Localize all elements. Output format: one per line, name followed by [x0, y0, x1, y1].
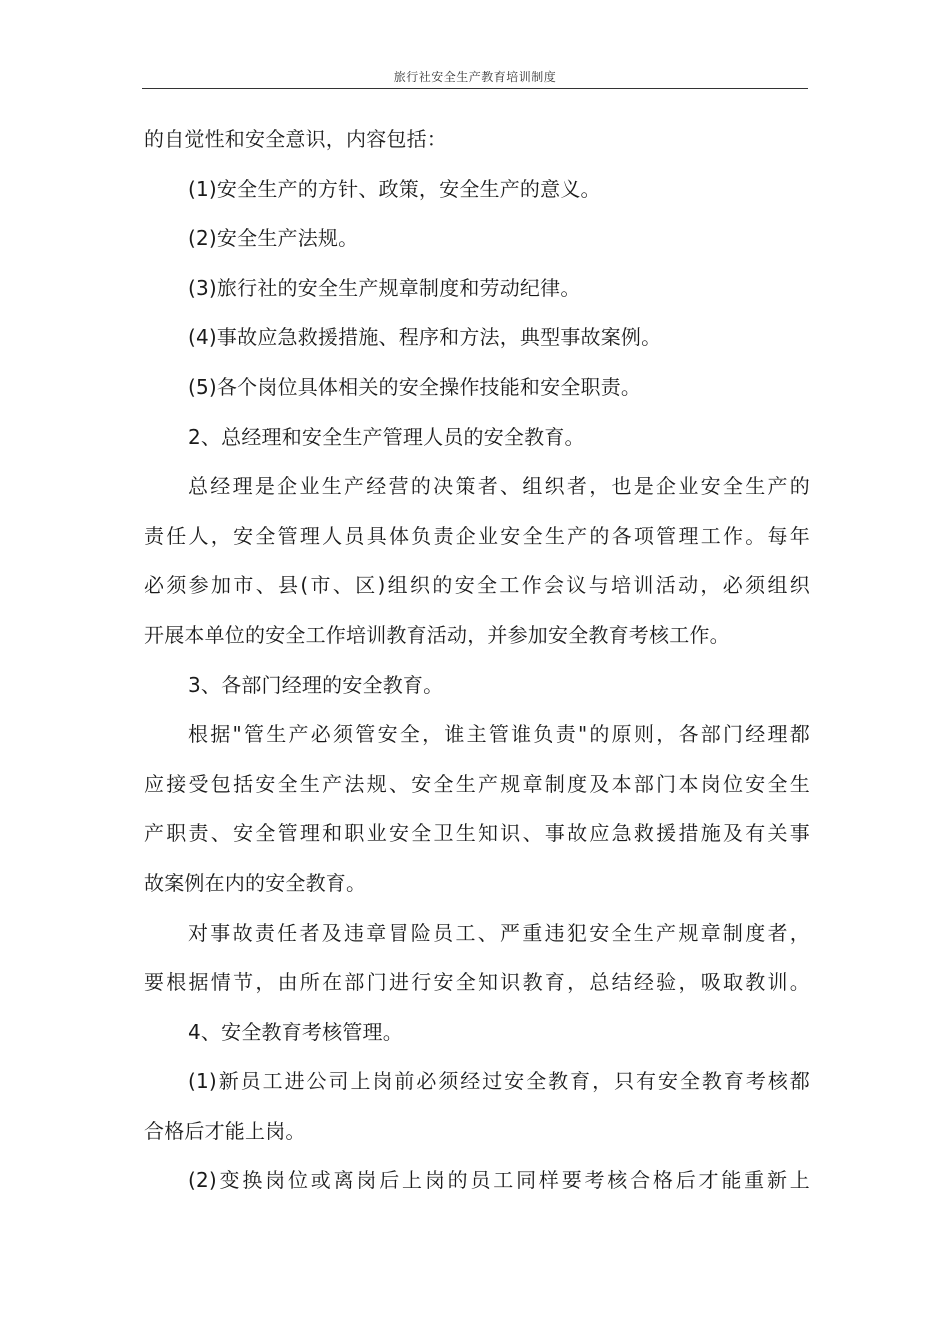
text-line: (2)变换岗位或离岗后上岗的员工同样要考核合格后才能重新上: [188, 1168, 810, 1193]
text-line: 2、总经理和安全生产管理人员的安全教育。: [188, 424, 585, 449]
text-line: (4)事故应急救援措施、程序和方法，典型事故案例。: [188, 325, 662, 350]
text-line: (5)各个岗位具体相关的安全操作技能和安全职责。: [188, 374, 642, 399]
text-line: 责任人，安全管理人员具体负责企业安全生产的各项管理工作。每年: [144, 523, 810, 548]
text-line: 开展本单位的安全工作培训教育活动，并参加安全教育考核工作。: [144, 622, 730, 647]
text-line: (1)安全生产的方针、政策，安全生产的意义。: [188, 176, 601, 201]
text-line: 4、安全教育考核管理。: [188, 1019, 403, 1044]
text-line: 产职责、安全管理和职业安全卫生知识、事故应急救援措施及有关事: [144, 821, 810, 846]
text-line: 总经理是企业生产经营的决策者、组织者，也是企业安全生产的: [188, 474, 810, 499]
document-body: [144, 115, 810, 1206]
text-line: (3)旅行社的安全生产规章制度和劳动纪律。: [188, 275, 581, 300]
text-line: 必须参加市、县(市、区)组织的安全工作会议与培训活动，必须组织: [144, 573, 810, 598]
text-line: (2)安全生产法规。: [188, 226, 359, 251]
page-header-title: 旅行社安全生产教育培训制度: [393, 70, 557, 84]
text-line: 合格后才能上岗。: [144, 1118, 306, 1143]
text-line: 要根据情节，由所在部门进行安全知识教育，总结经验，吸取教训。: [144, 970, 810, 995]
text-line: 的自觉性和安全意识，内容包括：: [144, 127, 447, 151]
text-line: 根据"管生产必须管安全，谁主管谁负责"的原则，各部门经理都: [188, 722, 810, 747]
page-header: [142, 66, 808, 89]
text-line: 对事故责任者及违章冒险员工、严重违犯安全生产规章制度者，: [188, 920, 810, 945]
text-line: 应接受包括安全生产法规、安全生产规章制度及本部门本岗位安全生: [144, 771, 810, 796]
text-line: 故案例在内的安全教育。: [144, 870, 367, 895]
text-line: 3、各部门经理的安全教育。: [188, 672, 444, 697]
text-line: (1)新员工进公司上岗前必须经过安全教育，只有安全教育考核都: [188, 1069, 810, 1094]
